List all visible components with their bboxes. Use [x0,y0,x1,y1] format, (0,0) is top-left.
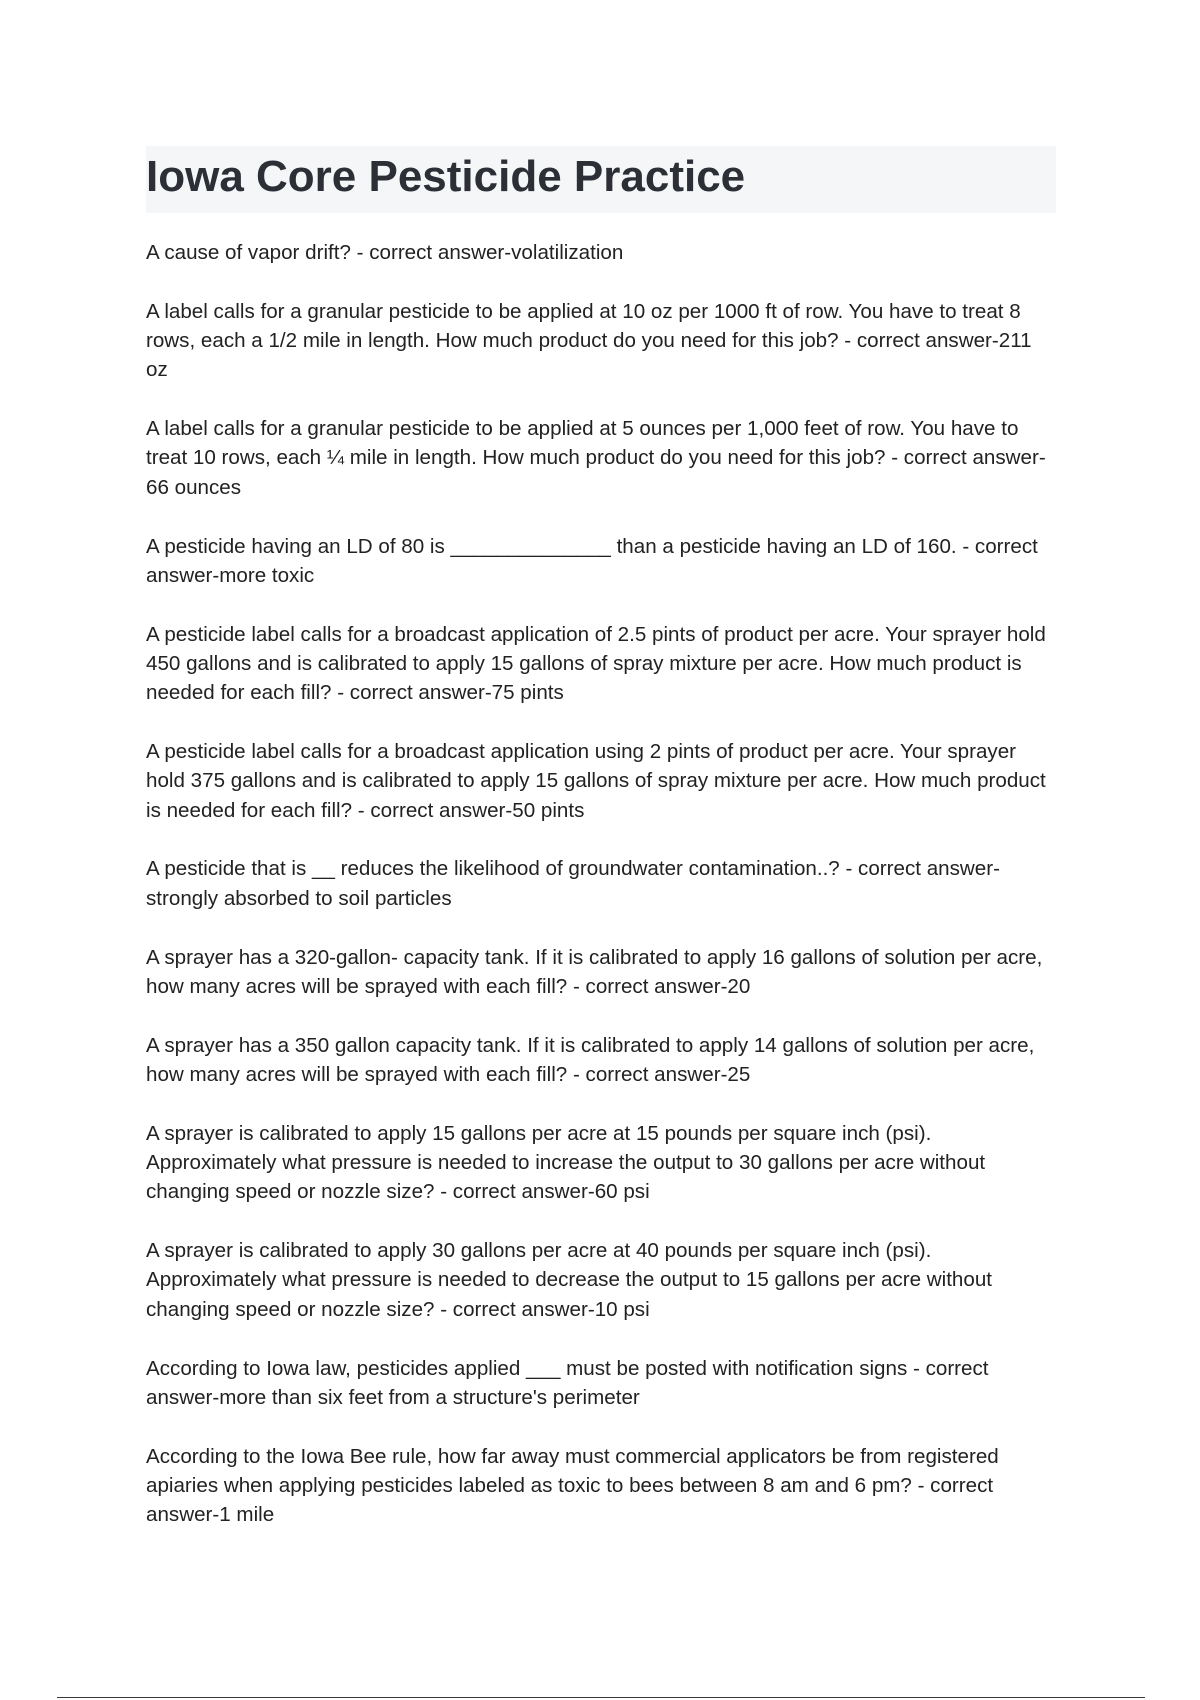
qa-item-iowa-law-signs: According to Iowa law, pesticides applied ___ must be posted with notification signs - correct answer-more than six feet from a structure's perimeter [146,1356,989,1409]
qa-item-pressure-increase: A sprayer is calibrated to apply 15 gallons per acre at 15 pounds per square inch (psi). Approximately what pressure is needed to increase the output to 30 gallons per acre without changing speed or nozzle size? - correct answer-60 psi [146,1121,986,1204]
qa-item-groundwater: A pesticide that is __ reduces the likelihood of groundwater contamination..? - correct answer-strongly absorbed to soil particles [146,857,1000,910]
qa-item-broadcast-2-pints: A pesticide label calls for a broadcast application using 2 pints of product per acre. Your sprayer hold 375 gallons and is calibrated to apply 15 gallons of spray mixture per acre. How much product is needed for each fill? - correct answer-50 pints [146,740,1046,822]
qa-item-vapor-drift: A cause of vapor drift? - correct answer-volatilization [146,241,624,264]
qa-item-iowa-bee-rule: According to the Iowa Bee rule, how far away must commercial applicators be from registered apiaries when applying pesticides labeled as toxic to bees between 8 am and 6 pm? - correct answer-1 mile [146,1444,999,1527]
qa-item-320-gallon-tank: A sprayer has a 320-gallon- capacity tank. If it is calibrated to apply 16 gallons of solution per acre, how many acres will be sprayed with each fill? - correct answer-20 [146,945,1043,998]
qa-item-granular-10oz: A label calls for a granular pesticide to be applied at 10 oz per 1000 ft of row. You have to treat 8 rows, each a 1/2 mile in length. How much product do you need for this job? - correct answer-211 oz [146,299,1032,382]
qa-item-broadcast-2-5-pints: A pesticide label calls for a broadcast application of 2.5 pints of product per acre. Your sprayer hold 450 gallons and is calibrated to apply 15 gallons of spray mixture per acre. How much product is needed for each fill? - correct answer-75 pints [146,622,1046,705]
qa-item-350-gallon-tank: A sprayer has a 350 gallon capacity tank. If it is calibrated to apply 14 gallons of solution per acre, how many acres will be sprayed with each fill? - correct answer-25 [146,1033,1035,1086]
qa-item-ld-toxicity: A pesticide having an LD of 80 is ______________ than a pesticide having an LD of 160. - correct answer-more toxic [146,534,1038,587]
footer-divider [57,1697,1145,1698]
qa-item-granular-5oz: A label calls for a granular pesticide to be applied at 5 ounces per 1,000 feet of row. You have to treat 10 rows, each ¼ mile in length. How much product do you need for this job? - correct answer-66 ounces [146,417,1046,499]
qa-item-pressure-decrease: A sprayer is calibrated to apply 30 gallons per acre at 40 pounds per square inch (psi). Approximately what pressure is needed to decrease the output to 15 gallons per acre without changing speed or nozzle size? - correct answer-10 psi [146,1239,992,1321]
title-band [146,146,1056,213]
question-answer-list [146,238,1058,1559]
document-title: Iowa Core Pesticide Practice [146,152,746,201]
